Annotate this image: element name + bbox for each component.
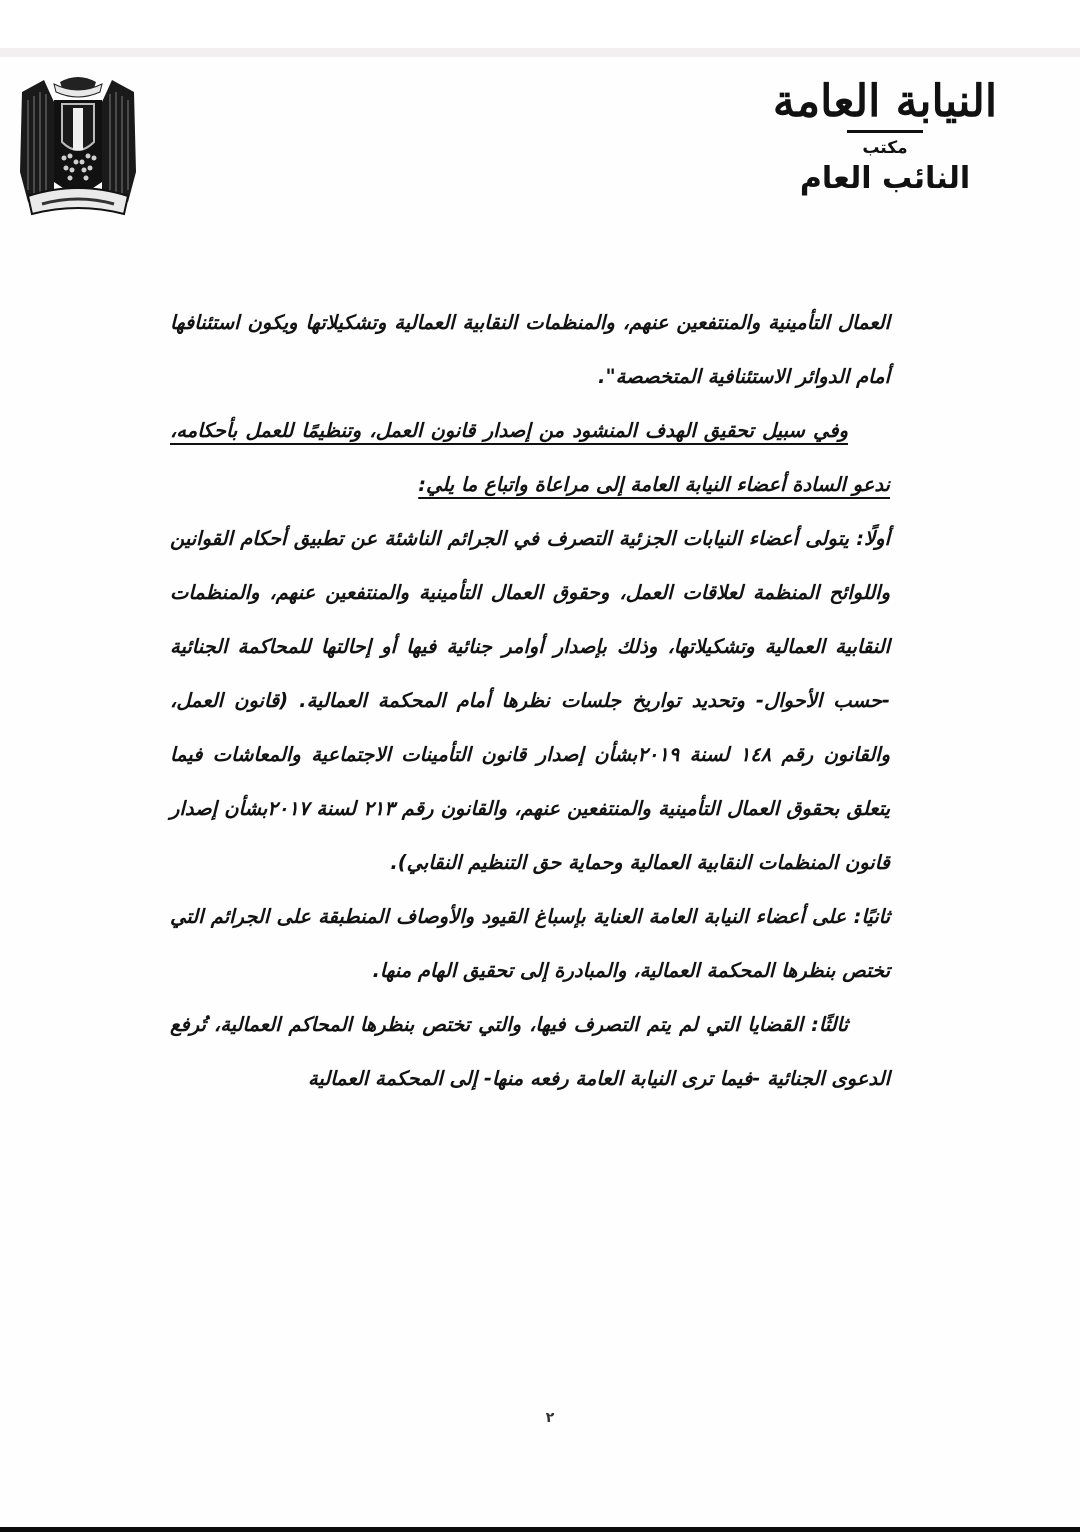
item-label: أولًا: bbox=[856, 527, 891, 550]
top-margin bbox=[0, 0, 1080, 48]
page-number: ٢ bbox=[545, 1410, 555, 1426]
item-label: ثانيًا: bbox=[853, 905, 890, 928]
item-label: ثالثًا: bbox=[811, 1013, 848, 1036]
paragraph-text: على أعضاء النيابة العامة العناية بإسباغ القيود والأوصاف المنطبقة على الجرائم التي تختص بنظرها المحكمة العمالية، والمبادرة إلى تحقيق الهام منها. bbox=[170, 905, 890, 982]
bottom-edge-bar bbox=[0, 1527, 1080, 1532]
document-body bbox=[170, 296, 890, 1106]
paragraph-text-underlined: وفي سبيل تحقيق الهدف المنشود من إصدار قانون العمل، وتنظيمًا للعمل بأحكامه، ندعو السادة أعضاء النيابة العامة إلى مراعاة واتباع ما يلي: bbox=[170, 419, 890, 496]
paragraph-directive-intro bbox=[170, 404, 890, 512]
paragraph-item-first bbox=[170, 512, 890, 890]
paragraph-text: القضايا التي لم يتم التصرف فيها، والتي تختص بنظرها المحاكم العمالية، تُرفع الدعوى الجنائية -فيما ترى النيابة العامة رفعه منها- إلى المحكمة العمالية bbox=[170, 1013, 890, 1090]
paragraph-text: يتولى أعضاء النيابات الجزئية التصرف في الجرائم الناشئة عن تطبيق أحكام القوانين واللوائح المنظمة لعلاقات العمل، وحقوق العمال التأمينية والمنتفعين عنهم، والمنظمات النقابية العمالية وتشكيلاتها، وذلك بإصدار أوامر جنائية فيها أو إحالتها للمحاكمة الجنائية -حسب الأحوال- وتحديد تواريخ جلسات نظرها أمام المحكمة العمالية. (قانون العمل، والقانون رقم ١٤٨ لسنة ٢٠١٩بشأن إصدار قانون التأمينات الاجتماعية والمعاشات فيما يتعلق بحقوق العمال التأمينية والمنتفعين عنهم، والقانون رقم ٢١٣ لسنة ٢٠١٧بشأن إصدار قانون المنظمات النقابية العمالية وحماية حق التنظيم النقابي). bbox=[170, 527, 891, 874]
letterhead-office-label: مكتب bbox=[862, 138, 908, 158]
paragraph-text: العمال التأمينية والمنتفعين عنهم، والمنظمات النقابية العمالية وتشكيلاتها ويكون استئنافها أمام الدوائر الاستئنافية المتخصصة". bbox=[170, 311, 890, 388]
letterhead-divider bbox=[847, 130, 923, 133]
egypt-eagle-emblem-icon bbox=[14, 72, 142, 222]
paragraph-continuation bbox=[170, 296, 890, 404]
paragraph-item-second bbox=[170, 890, 890, 998]
letterhead bbox=[745, 76, 1025, 199]
paragraph-item-third bbox=[170, 998, 890, 1106]
letterhead-title: النيابة العامة bbox=[772, 76, 998, 127]
letterhead-subtitle: النائب العام bbox=[799, 161, 971, 196]
page-top-edge bbox=[0, 48, 1080, 57]
